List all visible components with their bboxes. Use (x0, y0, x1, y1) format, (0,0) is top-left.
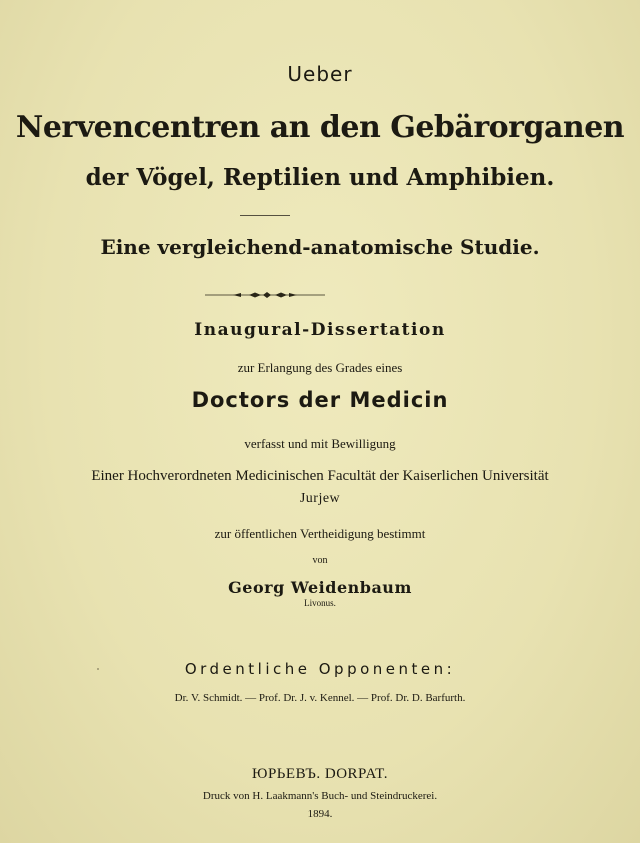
opponents-heading: Ordentliche Opponenten: (184, 660, 456, 678)
title-line-1: Nervencentren an den Gebärorganen (15, 110, 625, 145)
ueber-heading: Ueber (287, 62, 353, 86)
von-line: von (312, 555, 328, 566)
subtitle: Eine vergleichend-anatomische Studie. (100, 235, 540, 259)
opponents-list: Dr. V. Schmidt. — Prof. Dr. J. v. Kennel. — Prof. Dr. D. Barfurth. (174, 692, 466, 704)
erlangung-line: zur Erlangung des Grades eines (237, 360, 403, 375)
author-name: Georg Weidenbaum (228, 578, 412, 597)
faculty-line: Einer Hochverordneten Medicinischen Facultät der Kaiserlichen Universität (91, 468, 549, 484)
author-origin: Livonus. (304, 598, 336, 608)
title-line-2: der Vögel, Reptilien und Amphibien. (85, 164, 555, 191)
publication-city: ЮРЬЕВЪ. DORPAT. (252, 766, 388, 782)
publication-year: 1894. (307, 808, 333, 820)
defence-line: zur öffentlichen Vertheidigung bestimmt (214, 526, 426, 541)
ornament-divider-icon (205, 292, 325, 298)
printer-line: Druck von H. Laakmann's Buch- und Steindruckerei. (202, 790, 438, 802)
divider-rule (240, 215, 290, 216)
dissertation-heading: Inaugural-Dissertation (194, 320, 446, 340)
university-city: Jurjew (299, 491, 341, 506)
degree-heading: Doctors der Medicin (191, 388, 449, 412)
verfasst-line: verfasst und mit Bewilligung (244, 436, 396, 451)
